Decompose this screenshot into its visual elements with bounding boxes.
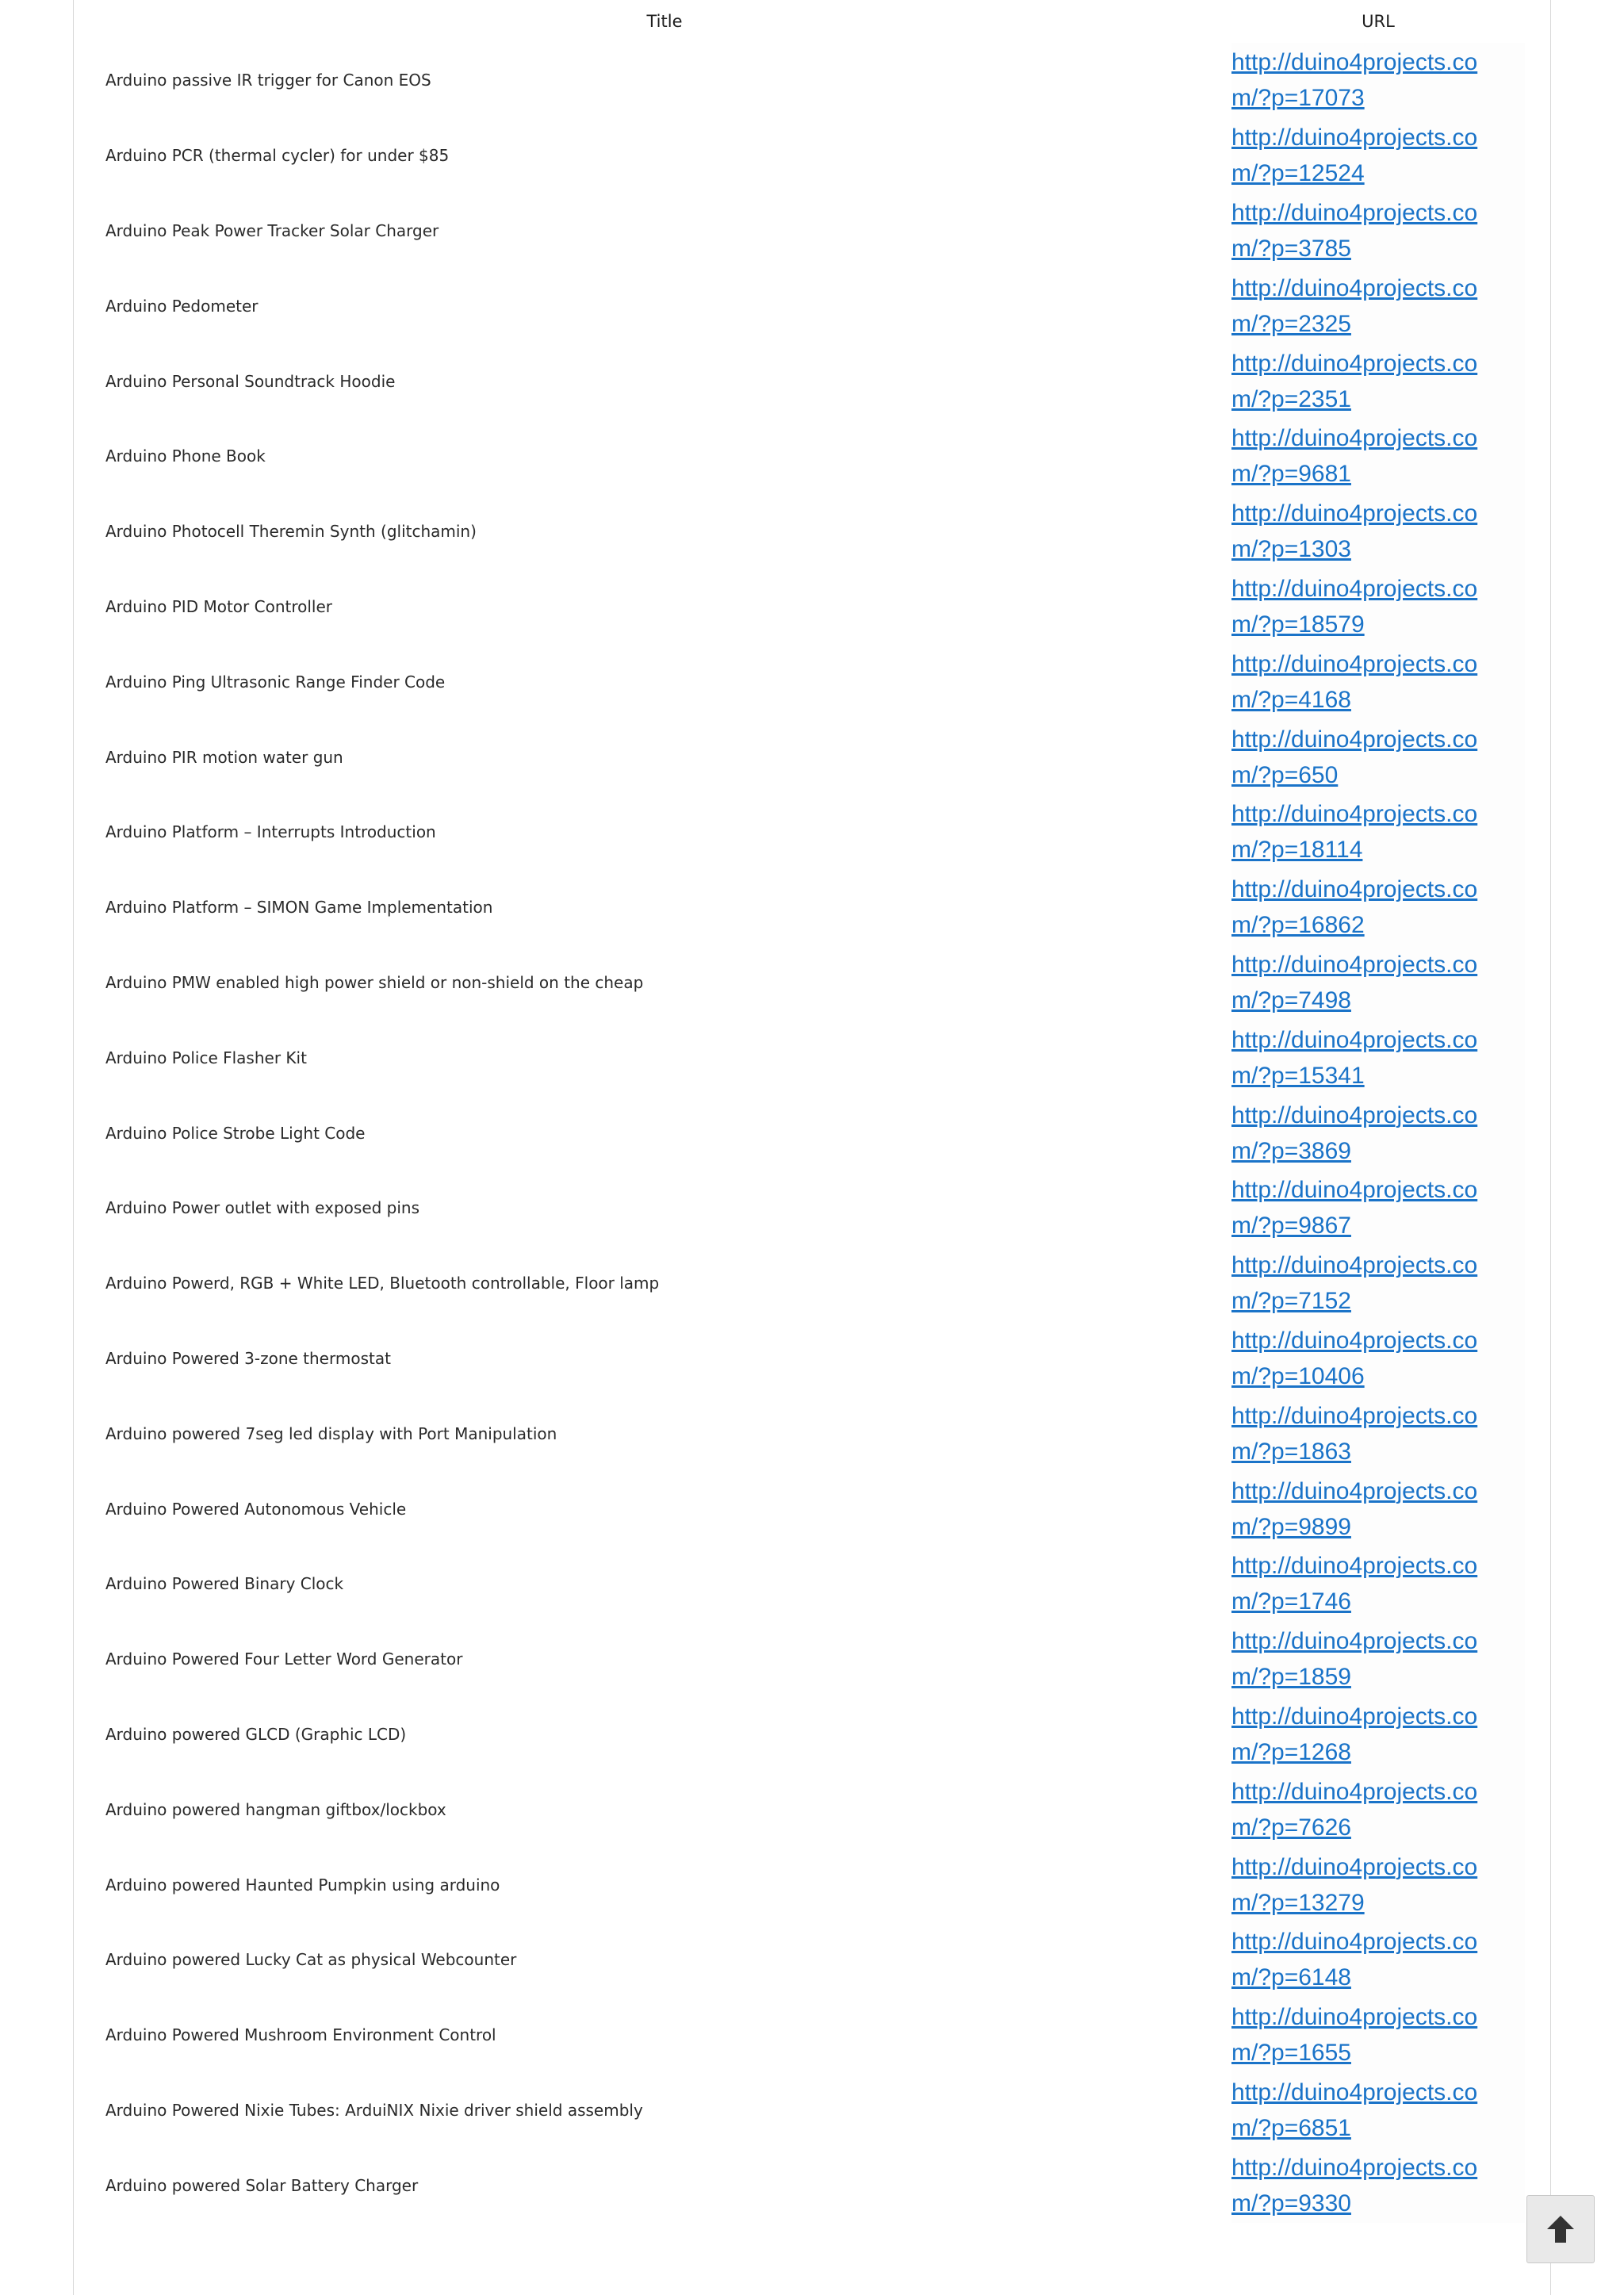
content-area bbox=[73, 0, 1551, 2295]
project-url-cell bbox=[1231, 1772, 1525, 1847]
project-url-cell bbox=[1231, 1922, 1525, 1998]
project-url-cell bbox=[1231, 719, 1525, 795]
project-url-link[interactable]: http://duino4projects.com/?p=10406 bbox=[1231, 1327, 1478, 1389]
project-url-link[interactable]: http://duino4projects.com/?p=9899 bbox=[1231, 1477, 1478, 1540]
project-url-link[interactable]: http://duino4projects.com/?p=1859 bbox=[1231, 1628, 1478, 1691]
project-url-link[interactable]: http://duino4projects.com/?p=1655 bbox=[1231, 2004, 1478, 2067]
project-url-cell bbox=[1231, 43, 1525, 118]
table-row bbox=[98, 569, 1525, 645]
column-header-url: URL bbox=[1362, 12, 1395, 31]
project-title: Arduino Powered Nixie Tubes: ArduiNIX Nixie driver shield assembly bbox=[105, 2100, 643, 2120]
table-header-row bbox=[98, 0, 1525, 43]
project-url-link[interactable]: http://duino4projects.com/?p=3785 bbox=[1231, 199, 1478, 262]
project-url-link[interactable]: http://duino4projects.com/?p=15341 bbox=[1231, 1026, 1478, 1089]
project-url-cell bbox=[1231, 268, 1525, 343]
project-title: Arduino passive IR trigger for Canon EOS bbox=[105, 71, 431, 90]
project-url-cell bbox=[1231, 1321, 1525, 1397]
table-row bbox=[98, 945, 1525, 1021]
project-title: Arduino Pedometer bbox=[105, 296, 259, 316]
table-row bbox=[98, 795, 1525, 870]
project-title: Arduino Ping Ultrasonic Range Finder Code bbox=[105, 672, 446, 692]
table-row bbox=[98, 2073, 1525, 2148]
project-url-cell bbox=[1231, 118, 1525, 193]
table-row bbox=[98, 268, 1525, 343]
project-title: Arduino powered Haunted Pumpkin using arduino bbox=[105, 1875, 500, 1895]
project-title: Arduino Powered Binary Clock bbox=[105, 1574, 344, 1594]
table-row bbox=[98, 870, 1525, 945]
project-url-link[interactable]: http://duino4projects.com/?p=2325 bbox=[1231, 274, 1478, 337]
project-url-link[interactable]: http://duino4projects.com/?p=18579 bbox=[1231, 575, 1478, 638]
project-url-cell bbox=[1231, 1246, 1525, 1321]
project-title: Arduino PID Motor Controller bbox=[105, 596, 332, 616]
project-url-cell bbox=[1231, 795, 1525, 870]
project-url-link[interactable]: http://duino4projects.com/?p=1863 bbox=[1231, 1402, 1478, 1465]
project-url-cell bbox=[1231, 644, 1525, 719]
project-url-link[interactable]: http://duino4projects.com/?p=1303 bbox=[1231, 500, 1478, 563]
project-title: Arduino powered Lucky Cat as physical Webcounter bbox=[105, 1950, 517, 1970]
table-row bbox=[98, 343, 1525, 419]
project-url-cell bbox=[1231, 343, 1525, 419]
table-row bbox=[98, 1922, 1525, 1998]
table-row bbox=[98, 1622, 1525, 1697]
project-title: Arduino Powerd, RGB + White LED, Bluetooth controllable, Floor lamp bbox=[105, 1274, 660, 1293]
project-title: Arduino Photocell Theremin Synth (glitchamin) bbox=[105, 522, 477, 542]
project-title: Arduino PMW enabled high power shield or non-shield on the cheap bbox=[105, 972, 644, 992]
column-header-title: Title bbox=[646, 12, 683, 31]
project-url-link[interactable]: http://duino4projects.com/?p=16862 bbox=[1231, 876, 1478, 939]
project-title: Arduino powered hangman giftbox/lockbox bbox=[105, 1799, 446, 1819]
project-url-cell bbox=[1231, 945, 1525, 1021]
table-row bbox=[98, 1546, 1525, 1622]
project-title: Arduino Powered Autonomous Vehicle bbox=[105, 1499, 407, 1519]
project-url-cell bbox=[1231, 1847, 1525, 1922]
table-row bbox=[98, 43, 1525, 118]
project-url-cell bbox=[1231, 1546, 1525, 1622]
project-url-link[interactable]: http://duino4projects.com/?p=650 bbox=[1231, 726, 1478, 788]
project-title: Arduino Powered Mushroom Environment Control bbox=[105, 2025, 496, 2045]
project-title: Arduino powered 7seg led display with Port Manipulation bbox=[105, 1423, 557, 1443]
project-url-link[interactable]: http://duino4projects.com/?p=13279 bbox=[1231, 1853, 1478, 1916]
project-url-cell bbox=[1231, 2147, 1525, 2223]
table-row bbox=[98, 1095, 1525, 1170]
project-url-cell bbox=[1231, 1697, 1525, 1772]
project-title: Arduino PIR motion water gun bbox=[105, 747, 343, 767]
table-row bbox=[98, 1697, 1525, 1772]
project-title: Arduino Platform – SIMON Game Implementation bbox=[105, 898, 493, 918]
scroll-to-top-button[interactable] bbox=[1526, 2195, 1595, 2263]
table-row bbox=[98, 1772, 1525, 1847]
project-url-link[interactable]: http://duino4projects.com/?p=4168 bbox=[1231, 650, 1478, 713]
table-row bbox=[98, 494, 1525, 569]
project-url-link[interactable]: http://duino4projects.com/?p=12524 bbox=[1231, 125, 1478, 187]
project-url-link[interactable]: http://duino4projects.com/?p=1746 bbox=[1231, 1553, 1478, 1615]
project-url-cell bbox=[1231, 1998, 1525, 2073]
project-title: Arduino Police Flasher Kit bbox=[105, 1048, 307, 1067]
table-row bbox=[98, 1998, 1525, 2073]
project-url-cell bbox=[1231, 494, 1525, 569]
project-url-cell bbox=[1231, 1020, 1525, 1095]
project-url-cell bbox=[1231, 569, 1525, 645]
project-title: Arduino Powered 3-zone thermostat bbox=[105, 1348, 391, 1368]
table-row bbox=[98, 193, 1525, 269]
table-body bbox=[98, 43, 1525, 2223]
project-title: Arduino Power outlet with exposed pins bbox=[105, 1198, 420, 1218]
project-url-cell bbox=[1231, 419, 1525, 494]
project-url-cell bbox=[1231, 193, 1525, 269]
project-title: Arduino PCR (thermal cycler) for under $85 bbox=[105, 146, 450, 166]
table-row bbox=[98, 118, 1525, 193]
table-row bbox=[98, 719, 1525, 795]
table-row bbox=[98, 644, 1525, 719]
table-row bbox=[98, 1246, 1525, 1321]
project-title: Arduino Platform – Interrupts Introduction bbox=[105, 822, 436, 842]
project-url-link[interactable]: http://duino4projects.com/?p=9867 bbox=[1231, 1177, 1478, 1239]
project-title: Arduino Peak Power Tracker Solar Charger bbox=[105, 220, 439, 240]
project-url-link[interactable]: http://duino4projects.com/?p=7498 bbox=[1231, 951, 1478, 1013]
project-title: Arduino powered Solar Battery Charger bbox=[105, 2175, 419, 2195]
project-title: Arduino Powered Four Letter Word Generator bbox=[105, 1649, 463, 1669]
arrow-up-icon bbox=[1545, 2213, 1576, 2245]
project-title: Arduino Phone Book bbox=[105, 446, 266, 466]
table-row bbox=[98, 1020, 1525, 1095]
projects-table bbox=[98, 0, 1525, 2223]
project-title: Arduino Police Strobe Light Code bbox=[105, 1123, 366, 1143]
project-url-cell bbox=[1231, 1622, 1525, 1697]
project-url-cell bbox=[1231, 2073, 1525, 2148]
table-row bbox=[98, 1471, 1525, 1546]
table-row bbox=[98, 1847, 1525, 1922]
project-url-cell bbox=[1231, 1471, 1525, 1546]
project-url-cell bbox=[1231, 1396, 1525, 1471]
project-url-cell bbox=[1231, 1095, 1525, 1170]
project-url-link[interactable]: http://duino4projects.com/?p=9681 bbox=[1231, 425, 1478, 488]
project-url-link[interactable]: http://duino4projects.com/?p=6851 bbox=[1231, 2079, 1478, 2141]
project-url-link[interactable]: http://duino4projects.com/?p=7152 bbox=[1231, 1252, 1478, 1315]
project-url-link[interactable]: http://duino4projects.com/?p=18114 bbox=[1231, 801, 1478, 864]
project-url-cell bbox=[1231, 1170, 1525, 1246]
project-url-link[interactable]: http://duino4projects.com/?p=17073 bbox=[1231, 49, 1478, 112]
project-url-link[interactable]: http://duino4projects.com/?p=7626 bbox=[1231, 1778, 1478, 1841]
project-title: Arduino Personal Soundtrack Hoodie bbox=[105, 371, 396, 391]
table-row bbox=[98, 1170, 1525, 1246]
project-url-cell bbox=[1231, 870, 1525, 945]
table-row bbox=[98, 1321, 1525, 1397]
table-row bbox=[98, 2147, 1525, 2223]
table-row bbox=[98, 419, 1525, 494]
table-row bbox=[98, 1396, 1525, 1471]
project-title: Arduino powered GLCD (Graphic LCD) bbox=[105, 1724, 407, 1744]
project-url-link[interactable]: http://duino4projects.com/?p=6148 bbox=[1231, 1929, 1478, 1991]
project-url-link[interactable]: http://duino4projects.com/?p=9330 bbox=[1231, 2154, 1478, 2216]
project-url-link[interactable]: http://duino4projects.com/?p=3869 bbox=[1231, 1102, 1478, 1164]
project-url-link[interactable]: http://duino4projects.com/?p=1268 bbox=[1231, 1703, 1478, 1765]
project-url-link[interactable]: http://duino4projects.com/?p=2351 bbox=[1231, 350, 1478, 412]
